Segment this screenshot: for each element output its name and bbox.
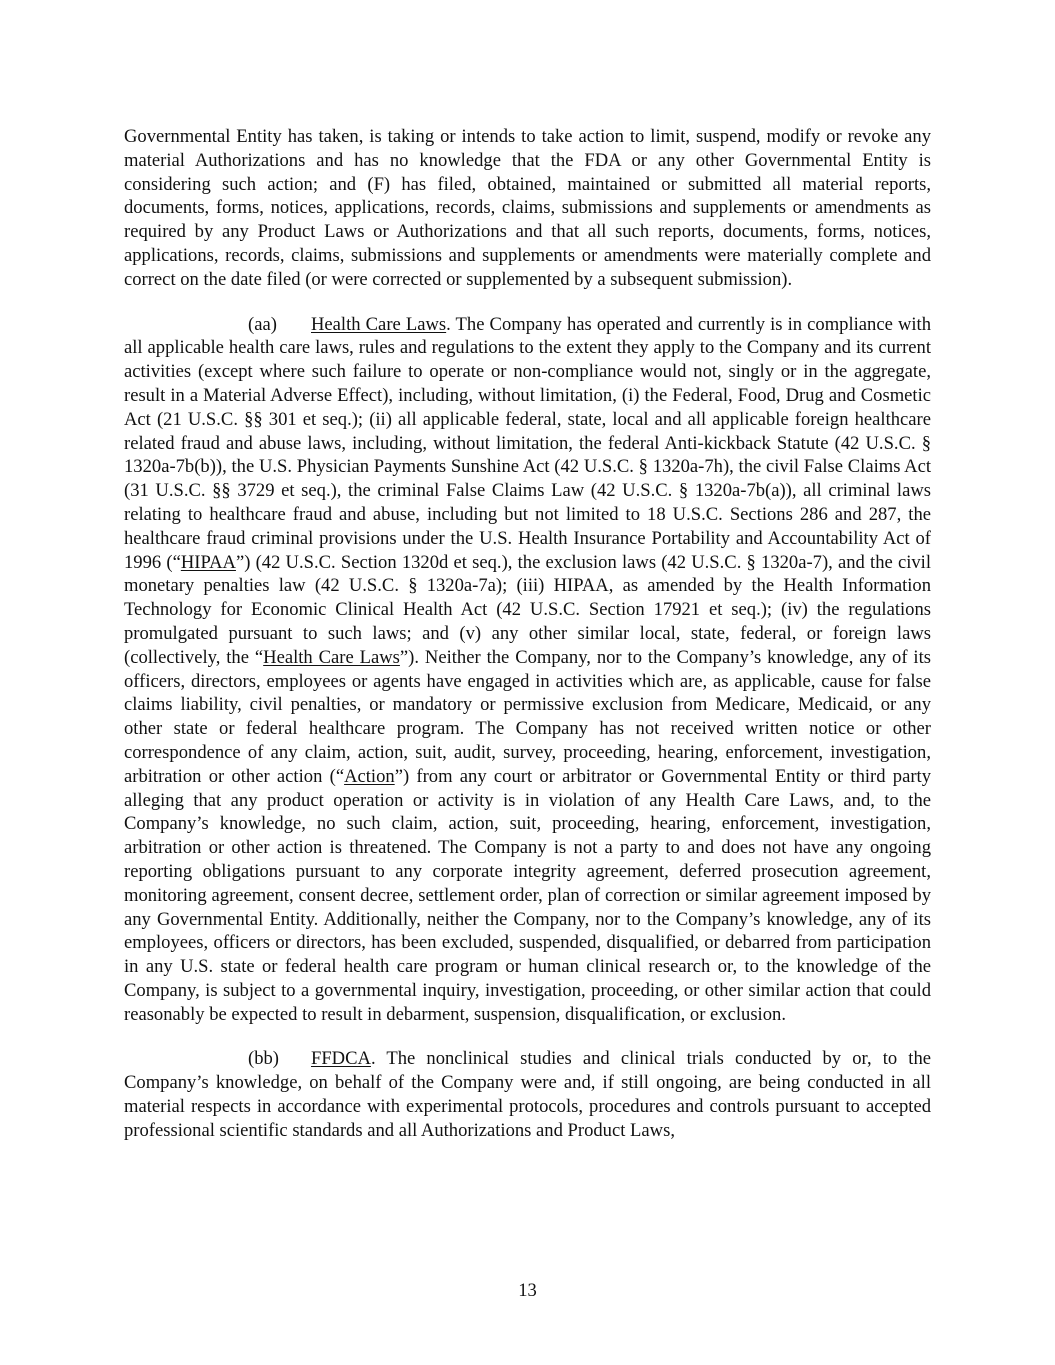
section-aa-label: (aa) — [248, 313, 277, 335]
defined-term-action: Action — [344, 765, 395, 787]
defined-term-hipaa: HIPAA — [180, 551, 236, 573]
section-aa-text-4: ”) from any court or arbitrator or Governmental Entity or third party alleging that any product operation or activity is in violation of any Health Care Laws, and, to the Company’s knowledge, no such claim, action, suit, proceeding, hearing, enforcement, investigation, arbitration or other action is threatened. The Company is not a party to and does not have any ongoing reporting obligations pursuant to any corporate integrity agreement, deferred prosecution agreement, monitoring agreement, consent decree, settlement order, plan of correction or similar agreement imposed by any Governmental Entity. Additionally, neither the Company, nor to the Company’s knowledge, any of its employees, officers or directors, has been excluded, suspended, disqualified, or debarred from participation in any U.S. state or federal health care program or human clinical research or, to the knowledge of the Company, is subject to a governmental inquiry, investigation, proceeding, or other similar action that could reasonably be expected to result in debarment, suspension, disqualification, or exclusion. — [124, 765, 932, 1025]
section-aa-text-2: ”) (42 U.S.C. Section 1320d et seq.), the exclusion laws (42 U.S.C. § 1320a-7), and the civil monetary penalties law (42 U.S.C. § 1320a-7a); (iii) HIPAA, as amended by the Health Information Technology for Economic Clinical Health Act (42 U.S.C. Section 17921 et seq.); (iv) the regulations promulgated pursuant to such laws; and (v) any other similar local, state, federal, or foreign laws (collectively, the “ — [124, 551, 931, 668]
section-aa-text-3: ”). Neither the Company, nor to the Company’s knowledge, any of its officers, directors, employees or agents have engaged in activities which are, as applicable, cause for false claims liability, civil penalties, or mandatory or permissive exclusion from Medicare, Medicaid, or any other state or federal healthcare program. The Company has not received written notice or other correspondence of any claim, action, suit, audit, survey, proceeding, hearing, enforcement, investigation, arbitration or other action (“ — [124, 646, 931, 787]
section-bb-ffdca — [124, 1047, 931, 1142]
section-aa-heading: Health Care Laws — [311, 313, 447, 335]
document-page — [124, 125, 931, 1143]
defined-term-health-care-laws: Health Care Laws — [263, 646, 400, 668]
section-aa-text-1: . The Company has operated and currently is in compliance with all applicable health care laws, rules and regulations to the extent they apply to the Company and its current activities (except where such failure to operate or non-compliance would not, singly or in the aggregate, result in a Material Adverse Effect), including, without limitation, (i) the Federal, Food, Drug and Cosmetic Act (21 U.S.C. §§ 301 et seq.); (ii) all applicable federal, state, local and all applicable foreign healthcare related fraud and abuse laws, including, without limitation, the federal Anti-kickback Statute (42 U.S.C. § 1320a-7b(b)), the U.S. Physician Payments Sunshine Act (42 U.S.C. § 1320a-7h), the civil False Claims Act (31 U.S.C. §§ 3729 et seq.), the criminal False Claims Law (42 U.S.C. § 1320a-7b(a)), all criminal laws relating to healthcare fraud and abuse, including but not limited to 18 U.S.C. Sections 286 and 287, the healthcare fraud criminal provisions under the U.S. Health Insurance Portability and Accountability Act of 1996 (“ — [124, 313, 931, 573]
section-bb-label: (bb) — [248, 1048, 279, 1070]
section-aa-health-care-laws — [124, 313, 931, 1027]
page-number: 13 — [518, 1280, 537, 1301]
continuation-paragraph: Governmental Entity has taken, is taking or intends to take action to limit, suspend, modify or revoke any material Authorizations and has no knowledge that the FDA or any other Governmental Entity is considering such action; and (F) has filed, obtained, maintained or submitted all material reports, documents, forms, notices, applications, records, claims, submissions and supplements or amendments as required by any Product Laws or Authorizations and that all such reports, documents, forms, notices, applications, records, claims, submissions and supplements or amendments were materially complete and correct on the date filed (or were corrected or supplemented by a subsequent submission). — [124, 126, 931, 290]
section-bb-heading: FFDCA — [311, 1048, 371, 1070]
section-bb-text-1: . The nonclinical studies and clinical trials conducted by or, to the Company’s knowledge, on behalf of the Company were and, if still ongoing, are being conducted in all material respects in accordance with experimental protocols, procedures and controls pursuant to accepted professional scientific standards and all Authorizations and Product Laws, — [124, 1048, 931, 1141]
